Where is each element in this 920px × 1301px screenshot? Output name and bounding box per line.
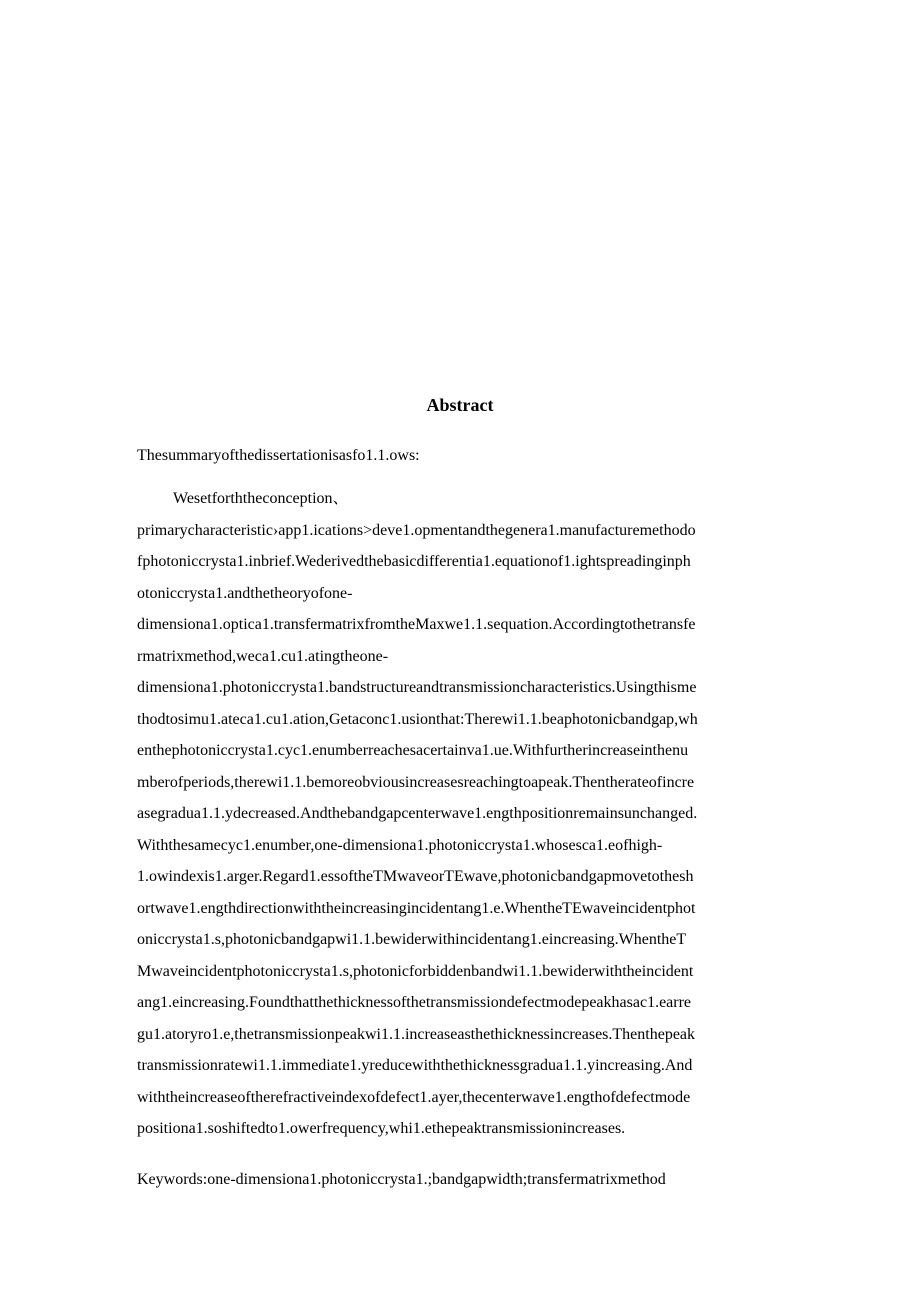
body-line: gu1.atoryro1.e,thetransmissionpeakwi1.1.increaseasthethicknessincreases.Thenthepeak	[137, 1025, 696, 1043]
body-line: fphotoniccrysta1.inbrief.Wederivedthebasicdifferentia1.equationof1.ightspreadinginph	[137, 553, 691, 570]
keywords-line: Keywords:one-dimensiona1.photoniccrysta1.;bandgapwidth;transfermatrixmethod	[137, 1171, 666, 1188]
body-line: dimensiona1.photoniccrysta1.bandstructureandtransmissioncharacteristics.Usingthisme	[137, 679, 697, 696]
body-line: otoniccrysta1.andthetheoryofone-	[137, 584, 353, 602]
body-line: 1.owindexis1.arger.Regard1.essoftheTMwaveorTEwave,photonicbandgapmovetothesh	[137, 868, 694, 885]
body-line: Wesetforththeconception、	[173, 490, 349, 507]
body-line: dimensiona1.optica1.transfermatrixfromtheMaxwe1.1.sequation.Accordingtothetransfe	[137, 616, 696, 633]
body-line: Mwaveincidentphotoniccrysta1.s,photonicforbiddenbandwi1.1.bewiderwiththeincident	[137, 962, 694, 980]
body-line: ang1.eincreasing.Foundthatthethicknessofthetransmissiondefectmodepeakhasac1.earre	[137, 994, 692, 1011]
body-line: enthephotoniccrysta1.cyc1.enumberreachesacertainva1.ue.Withfurtherincreaseinthenu	[137, 742, 689, 759]
body-line: Withthesamecyc1.enumber,one-dimensiona1.photoniccrysta1.whosesca1.eofhigh-	[137, 836, 663, 854]
body-line: withtheincreaseoftherefractiveindexofdefect1.ayer,thecenterwave1.engthofdefectmode	[137, 1088, 691, 1106]
body-line: mberofperiods,therewi1.1.bemoreobviousincreasesreachingtoapeak.Thentherateofincre	[137, 773, 695, 791]
abstract-title: Abstract	[426, 395, 494, 415]
body-line: transmissionratewi1.1.immediate1.yreducewiththethicknessgradua1.1.yincreasing.And	[137, 1057, 693, 1074]
abstract-intro: Thesummaryofthedissertationisasfo1.1.ows:	[137, 447, 420, 464]
body-line: asegradua1.1.ydecreased.Andthebandgapcenterwave1.engthpositionremainsunchanged.	[137, 805, 698, 822]
body-line: thodtosimu1.ateca1.cu1.ation,Getaconc1.usionthat:Therewi1.1.beaphotonicbandgap,wh	[137, 710, 698, 728]
body-line: positiona1.soshiftedto1.owerfrequency,whi1.ethepeaktransmissionincreases.	[137, 1120, 626, 1137]
body-line: ortwave1.engthdirectionwiththeincreasingincidentang1.e.WhentheTEwaveincidentphot	[137, 899, 696, 917]
body-line: rmatrixmethod,weca1.cu1.atingtheone-	[137, 647, 389, 665]
body-line: oniccrysta1.s,photonicbandgapwi1.1.bewiderwithincidentang1.eincreasing.WhentheT	[137, 931, 687, 948]
abstract-body	[137, 486, 797, 1148]
body-line: primarycharacteristic›app1.ications>deve1.opmentandthegenera1.manufacturemethodo	[137, 521, 696, 539]
